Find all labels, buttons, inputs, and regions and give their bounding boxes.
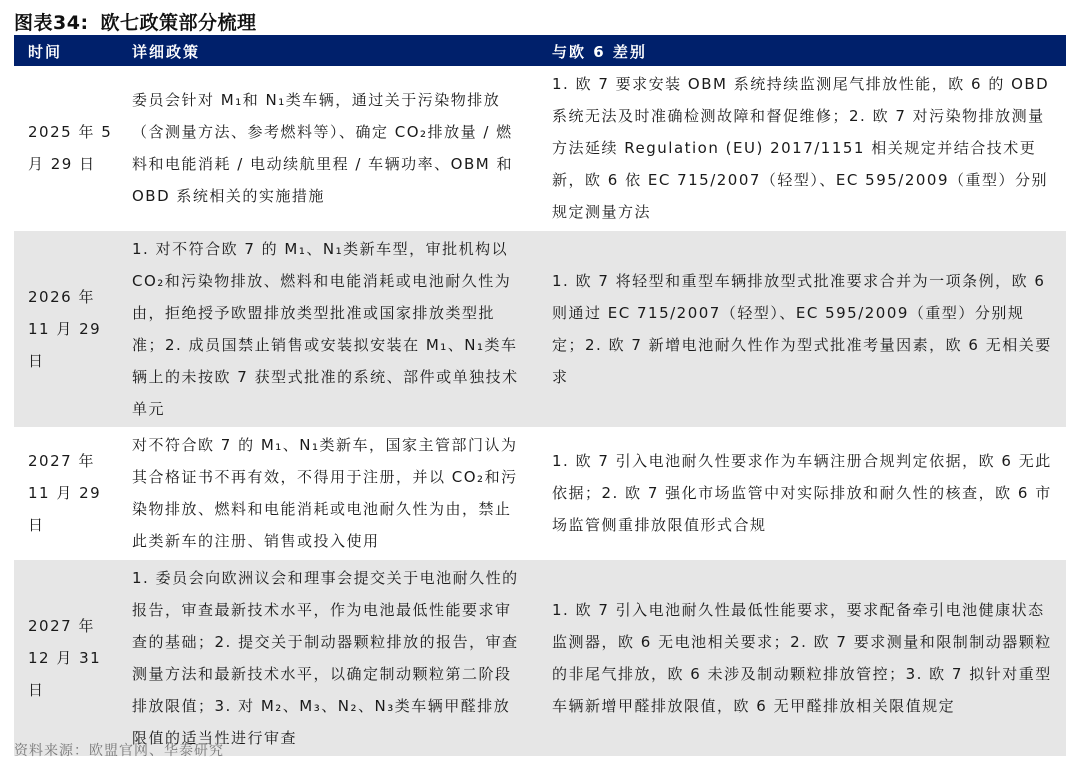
table-header-row xyxy=(14,37,1066,66)
row-date: 2027 年 12 月 31 日 xyxy=(14,560,118,757)
row-diff: 1. 欧 7 引入电池耐久性最低性能要求，要求配备牵引电池健康状态监测器，欧 6 无电池相关要求；2. 欧 7 要求测量和限制制动器颗粒的非尾气排放，欧 6 未涉及制动颗粒排放管控；3. 欧 7 拟针对重型车辆新增甲醛排放限值，欧 6 无甲醛排放相关限值规定 xyxy=(538,560,1066,757)
row-policy: 1. 委员会向欧洲议会和理事会提交关于电池耐久性的报告，审查最新技术水平，作为电池最低性能要求审查的基础；2. 提交关于制动器颗粒排放的报告，审查测量方法和最新技术水平，以确定制动颗粒第二阶段排放限值；3. 对 M₂、M₃、N₂、N₃类车辆甲醛排放限值的适当性进行审查 xyxy=(118,560,538,757)
header-date: 时间 xyxy=(14,37,118,66)
row-policy: 1. 对不符合欧 7 的 M₁、N₁类新车型，审批机构以 CO₂和污染物排放、燃料和电能消耗或电池耐久性为由，拒绝授予欧盟排放类型批准或国家排放类型批准；2. 成员国禁止销售或安装拟安装在 M₁、N₁类车辆上的未按欧 7 获型式批准的系统、部件或单独技术单元 xyxy=(118,231,538,428)
header-policy: 详细政策 xyxy=(118,37,538,66)
figure-title-text: 欧七政策部分梳理 xyxy=(100,12,257,34)
figure-title xyxy=(14,8,257,34)
row-diff: 1. 欧 7 要求安装 OBM 系统持续监测尾气排放性能，欧 6 的 OBD 系统无法及时准确检测故障和督促维修；2. 欧 7 对污染物排放测量方法延续 Regulation (EU) 2017/1151 相关规定并结合技术更新，欧 6 依 EC 715/2007（轻型）、EC 595/2009（重型）分别规定测量方法 xyxy=(552,75,1050,221)
row-policy: 委员会针对 M₁和 N₁类车辆，通过关于污染物排放（含测量方法、参考燃料等）、确定 CO₂排放量 / 燃料和电能消耗 / 电动续航里程 / 车辆功率、OBM 和 OBD 系统相关的实施措施 xyxy=(132,91,513,205)
source-note: 资料来源：欧盟官网、华泰研究 xyxy=(14,743,224,759)
figure-label: 图表34: xyxy=(14,12,89,34)
row-diff: 1. 欧 7 引入电池耐久性要求作为车辆注册合规判定依据，欧 6 无此依据；2. 欧 7 强化市场监管中对实际排放和耐久性的核查，欧 6 市场监管侧重排放限值形式合规 xyxy=(552,452,1052,534)
table-row xyxy=(14,231,1066,428)
header-diff: 与欧 6 差别 xyxy=(538,37,1066,66)
row-date: 2025 年 5 月 29 日 xyxy=(28,123,113,173)
row-diff: 1. 欧 7 将轻型和重型车辆排放型式批准要求合并为一项条例，欧 6 则通过 EC 715/2007（轻型）、EC 595/2009（重型）分别规定；2. 欧 7 新增电池耐久性作为型式批准考量因素，欧 6 无相关要求 xyxy=(538,231,1066,428)
table-row xyxy=(14,66,1066,231)
row-date: 2027 年 11 月 29 日 xyxy=(28,452,102,534)
table-row xyxy=(14,427,1066,560)
row-policy: 对不符合欧 7 的 M₁、N₁类新车，国家主管部门认为其合格证书不再有效，不得用于注册，并以 CO₂和污染物排放、燃料和电能消耗或电池耐久性为由，禁止此类新车的注册、销售或投入使用 xyxy=(132,436,518,550)
policy-table xyxy=(14,37,1066,756)
row-date: 2026 年 11 月 29 日 xyxy=(14,231,118,428)
table-row xyxy=(14,560,1066,757)
